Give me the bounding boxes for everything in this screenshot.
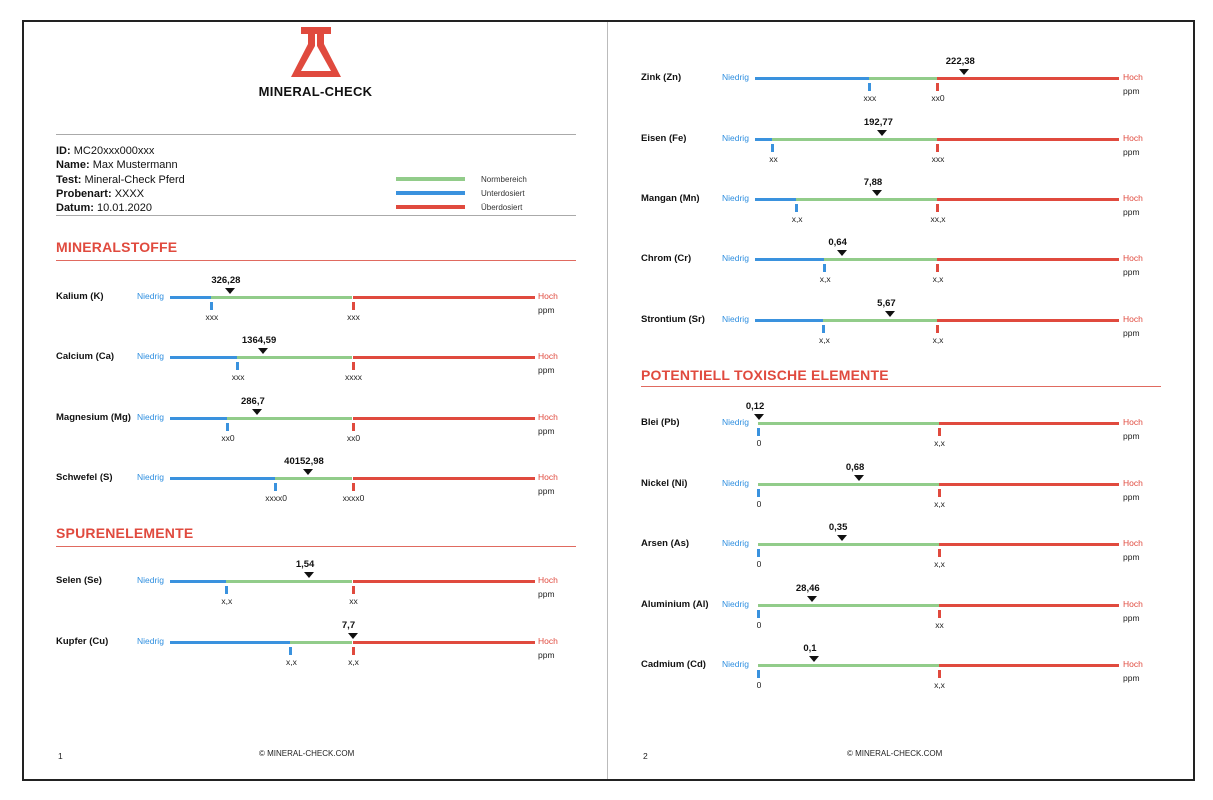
tick-high-label: xxxx [345, 372, 362, 382]
legend-label: Unterdosiert [481, 188, 525, 198]
bar-low-segment [755, 198, 796, 201]
label-hoch: Hoch [538, 351, 558, 361]
value-marker [837, 250, 847, 256]
label-niedrig: Niedrig [137, 472, 164, 482]
value-marker [303, 469, 313, 475]
bar-normal-segment [758, 483, 939, 486]
element-name: Mangan (Mn) [641, 193, 700, 204]
info-row [56, 201, 185, 215]
element-name: Cadmium (Cd) [641, 659, 706, 670]
bar-normal-segment [237, 356, 352, 359]
section-rule [56, 546, 576, 547]
value-marker [304, 572, 314, 578]
bar-normal-segment [290, 641, 352, 644]
label-niedrig: Niedrig [722, 133, 749, 143]
footer-copyright: © MINERAL-CHECK.COM [259, 749, 355, 758]
measured-value: 28,46 [795, 583, 820, 594]
tick-low-label: 0 [756, 438, 762, 448]
element-name: Nickel (Ni) [641, 478, 688, 489]
element-name: Eisen (Fe) [641, 133, 687, 144]
tick-high-label: xxx [347, 312, 360, 322]
tick-low [757, 610, 760, 618]
tick-low-label: 0 [756, 620, 762, 630]
bar-high-segment [353, 356, 536, 359]
info-value: XXXX [114, 187, 145, 200]
tick-low-label: xxxx0 [265, 493, 287, 503]
label-unit: ppm [1123, 613, 1140, 623]
measured-value: 286,7 [240, 396, 265, 407]
tick-high [936, 325, 939, 333]
element-name: Aluminium (Al) [641, 599, 709, 610]
tick-low [757, 549, 760, 557]
label-unit: ppm [1123, 147, 1140, 157]
section-title-mineralstoffe: MINERALSTOFFE [56, 239, 178, 255]
bar-low-segment [755, 258, 824, 261]
info-value: Mineral-Check Pferd [84, 173, 185, 186]
bar-normal-segment [758, 422, 939, 425]
info-row [56, 187, 185, 201]
tick-low [289, 647, 292, 655]
tick-high [936, 144, 939, 152]
value-marker [258, 348, 268, 354]
label-unit: ppm [1123, 86, 1140, 96]
bar-normal-segment [227, 417, 353, 420]
brand-name: MINERAL-CHECK [258, 84, 373, 99]
bar-high-segment [937, 258, 1119, 261]
bar-low-segment [170, 641, 290, 644]
section-title-toxic: POTENTIELL TOXISCHE ELEMENTE [641, 367, 889, 383]
tick-high-label: x,x [934, 559, 945, 569]
measured-value: 0,12 [745, 401, 765, 412]
element-name: Arsen (As) [641, 538, 690, 549]
tick-low [757, 489, 760, 497]
info-value: 10.01.2020 [96, 202, 153, 215]
section-rule [641, 386, 1161, 387]
label-unit: ppm [538, 589, 555, 599]
bar-high-segment [939, 664, 1120, 667]
label-hoch: Hoch [1123, 72, 1143, 82]
measured-value: 7,7 [341, 620, 356, 631]
bar-normal-segment [275, 477, 352, 480]
bar-low-segment [755, 319, 823, 322]
label-unit: ppm [1123, 492, 1140, 502]
bar-low-segment [755, 77, 869, 80]
measured-value: 0,64 [828, 237, 847, 248]
label-niedrig: Niedrig [722, 72, 749, 82]
logo [24, 26, 607, 99]
tick-high-label: x,x [932, 274, 944, 284]
label-hoch: Hoch [538, 412, 558, 422]
label-hoch: Hoch [1123, 599, 1143, 609]
tick-high [938, 428, 941, 436]
bar-normal-segment [796, 198, 937, 201]
page-divider [607, 22, 608, 779]
info-key: Test: [56, 173, 82, 186]
tick-low [822, 325, 825, 333]
header-rule [56, 134, 576, 135]
info-key: Name: [56, 159, 90, 172]
measured-value: 1,54 [295, 559, 315, 570]
tick-low [225, 586, 228, 594]
tick-low [226, 423, 229, 431]
page-number: 2 [643, 751, 648, 761]
tick-low-label: xxx [863, 93, 877, 103]
bar-normal-segment [824, 258, 937, 261]
legend-swatch [396, 205, 465, 209]
label-niedrig: Niedrig [137, 412, 164, 422]
label-unit: ppm [1123, 207, 1140, 217]
tick-high-label: xx [935, 620, 944, 630]
label-hoch: Hoch [1123, 253, 1143, 263]
bar-high-segment [353, 641, 536, 644]
bar-high-segment [353, 296, 536, 299]
page-2 [609, 22, 1193, 779]
label-unit: ppm [538, 486, 555, 496]
tick-low [771, 144, 774, 152]
element-name: Strontium (Sr) [641, 314, 705, 325]
legend-item [396, 172, 527, 186]
tick-high [936, 83, 939, 91]
legend-swatch [396, 177, 465, 181]
label-unit: ppm [1123, 267, 1140, 277]
tick-low [757, 670, 760, 678]
measured-value: 192,77 [863, 117, 893, 128]
value-marker [837, 535, 847, 541]
tick-low-label: xx [769, 154, 778, 164]
value-marker [885, 311, 895, 317]
bar-normal-segment [758, 664, 939, 667]
element-name: Blei (Pb) [641, 417, 680, 428]
label-niedrig: Niedrig [137, 291, 164, 301]
bar-low-segment [170, 417, 227, 420]
tick-low-label: x,x [791, 214, 803, 224]
label-niedrig: Niedrig [722, 253, 749, 263]
legend-item [396, 200, 527, 214]
tick-high-label: xx [349, 596, 358, 606]
label-niedrig: Niedrig [722, 478, 749, 488]
tick-low-label: x,x [818, 335, 830, 345]
flask-icon [288, 26, 344, 78]
label-hoch: Hoch [538, 575, 558, 585]
measured-value: 0,1 [803, 643, 817, 654]
label-unit: ppm [538, 426, 555, 436]
bar-high-segment [937, 198, 1119, 201]
tick-high [936, 204, 939, 212]
page-1 [24, 22, 607, 779]
info-row [56, 173, 185, 187]
label-unit: ppm [538, 365, 555, 375]
bar-normal-segment [772, 138, 937, 141]
info-key: ID: [56, 145, 71, 157]
measured-value: 222,38 [945, 56, 975, 67]
tick-low [868, 83, 871, 91]
label-unit: ppm [1123, 552, 1140, 562]
tick-high [352, 362, 355, 370]
label-niedrig: Niedrig [137, 575, 164, 585]
element-name: Kalium (K) [56, 291, 104, 302]
value-marker [807, 596, 817, 602]
tick-high-label: x,x [932, 335, 944, 345]
info-key: Probenart: [56, 187, 112, 200]
info-value: MC20xxx000xxx [73, 145, 155, 157]
label-niedrig: Niedrig [137, 636, 164, 646]
sample-info [56, 144, 185, 215]
tick-low-label: 0 [756, 680, 762, 690]
tick-low-label: 0 [756, 559, 762, 569]
bar-high-segment [939, 422, 1120, 425]
label-unit: ppm [538, 650, 555, 660]
bar-normal-segment [758, 543, 939, 546]
bar-normal-segment [211, 296, 353, 299]
bar-normal-segment [823, 319, 937, 322]
tick-high [938, 549, 941, 557]
legend-label: Überdosiert [481, 202, 523, 212]
label-hoch: Hoch [1123, 193, 1143, 203]
tick-high [352, 647, 355, 655]
tick-high-label: x,x [934, 438, 945, 448]
label-hoch: Hoch [538, 472, 558, 482]
bar-high-segment [937, 77, 1119, 80]
value-marker [877, 130, 887, 136]
footer-copyright: © MINERAL-CHECK.COM [847, 749, 943, 758]
bar-high-segment [353, 417, 536, 420]
tick-high [938, 489, 941, 497]
value-marker [225, 288, 235, 294]
bar-low-segment [170, 296, 211, 299]
tick-high-label: xx,x [930, 214, 946, 224]
tick-low-label: x,x [286, 657, 297, 667]
label-niedrig: Niedrig [722, 193, 749, 203]
label-hoch: Hoch [538, 291, 558, 301]
tick-high-label: x,x [934, 680, 945, 690]
info-key: Datum: [56, 202, 94, 215]
tick-high-label: x,x [934, 499, 945, 509]
legend-item [396, 186, 527, 200]
label-unit: ppm [1123, 431, 1140, 441]
legend [396, 172, 527, 214]
value-marker [348, 633, 358, 639]
tick-high-label: xxxx0 [342, 493, 365, 503]
legend-swatch [396, 191, 465, 195]
element-name: Magnesium (Mg) [56, 412, 131, 423]
measured-value: 40152,98 [284, 456, 324, 467]
tick-high [938, 670, 941, 678]
label-hoch: Hoch [1123, 659, 1143, 669]
info-rule [56, 215, 576, 216]
tick-low [795, 204, 798, 212]
label-niedrig: Niedrig [722, 314, 749, 324]
bar-high-segment [939, 604, 1120, 607]
tick-high [352, 423, 355, 431]
bar-high-segment [353, 477, 536, 480]
label-hoch: Hoch [1123, 478, 1143, 488]
page-number: 1 [58, 751, 63, 761]
element-name: Zink (Zn) [641, 72, 682, 83]
bar-normal-segment [758, 604, 939, 607]
bar-high-segment [939, 543, 1120, 546]
measured-value: 1364,59 [241, 335, 277, 346]
tick-low-label: 0 [756, 499, 762, 509]
tick-high [352, 483, 355, 491]
measured-value: 0,68 [845, 462, 865, 473]
info-row [56, 144, 185, 158]
tick-low-label: xxx [205, 312, 219, 322]
tick-low [757, 428, 760, 436]
bar-high-segment [939, 483, 1120, 486]
value-marker [959, 69, 969, 75]
measured-value: 7,88 [863, 177, 883, 188]
label-hoch: Hoch [538, 636, 558, 646]
bar-low-segment [755, 138, 772, 141]
element-name: Kupfer (Cu) [56, 636, 109, 647]
element-name: Schwefel (S) [56, 472, 113, 483]
tick-low [236, 362, 239, 370]
measured-value: 5,67 [877, 298, 896, 309]
tick-low [210, 302, 213, 310]
measured-value: 326,28 [211, 275, 241, 286]
bar-low-segment [170, 477, 275, 480]
tick-low [823, 264, 826, 272]
label-niedrig: Niedrig [722, 599, 749, 609]
label-hoch: Hoch [1123, 417, 1143, 427]
section-rule [56, 260, 576, 261]
value-marker [754, 414, 764, 420]
value-marker [252, 409, 262, 415]
value-marker [872, 190, 882, 196]
label-hoch: Hoch [1123, 314, 1143, 324]
tick-low-label: xxx [231, 372, 245, 382]
bar-normal-segment [869, 77, 937, 80]
bar-normal-segment [226, 580, 353, 583]
label-niedrig: Niedrig [137, 351, 164, 361]
bar-low-segment [170, 580, 226, 583]
bar-high-segment [937, 138, 1119, 141]
label-hoch: Hoch [1123, 133, 1143, 143]
bar-high-segment [353, 580, 536, 583]
tick-high [936, 264, 939, 272]
label-niedrig: Niedrig [722, 417, 749, 427]
tick-high-label: xx0 [931, 93, 945, 103]
section-title-spurenelemente: SPURENELEMENTE [56, 525, 194, 541]
legend-label: Normbereich [481, 174, 527, 184]
tick-low-label: xx0 [221, 433, 235, 443]
value-marker [809, 656, 819, 662]
label-unit: ppm [1123, 328, 1140, 338]
label-unit: ppm [1123, 673, 1140, 683]
value-marker [854, 475, 864, 481]
tick-high-label: xxx [931, 154, 945, 164]
label-niedrig: Niedrig [722, 538, 749, 548]
element-name: Selen (Se) [56, 575, 102, 586]
tick-low [274, 483, 277, 491]
tick-high [938, 610, 941, 618]
bar-low-segment [170, 356, 237, 359]
info-value: Max Mustermann [92, 159, 178, 172]
tick-high-label: x,x [348, 657, 359, 667]
bar-high-segment [937, 319, 1119, 322]
tick-high [352, 586, 355, 594]
tick-high [352, 302, 355, 310]
element-name: Chrom (Cr) [641, 253, 692, 264]
tick-low-label: x,x [819, 274, 831, 284]
label-unit: ppm [538, 305, 555, 315]
measured-value: 0,35 [828, 522, 848, 533]
tick-high-label: xx0 [346, 433, 361, 443]
label-hoch: Hoch [1123, 538, 1143, 548]
tick-low-label: x,x [221, 596, 233, 606]
element-name: Calcium (Ca) [56, 351, 115, 362]
label-niedrig: Niedrig [722, 659, 749, 669]
info-row [56, 158, 185, 172]
